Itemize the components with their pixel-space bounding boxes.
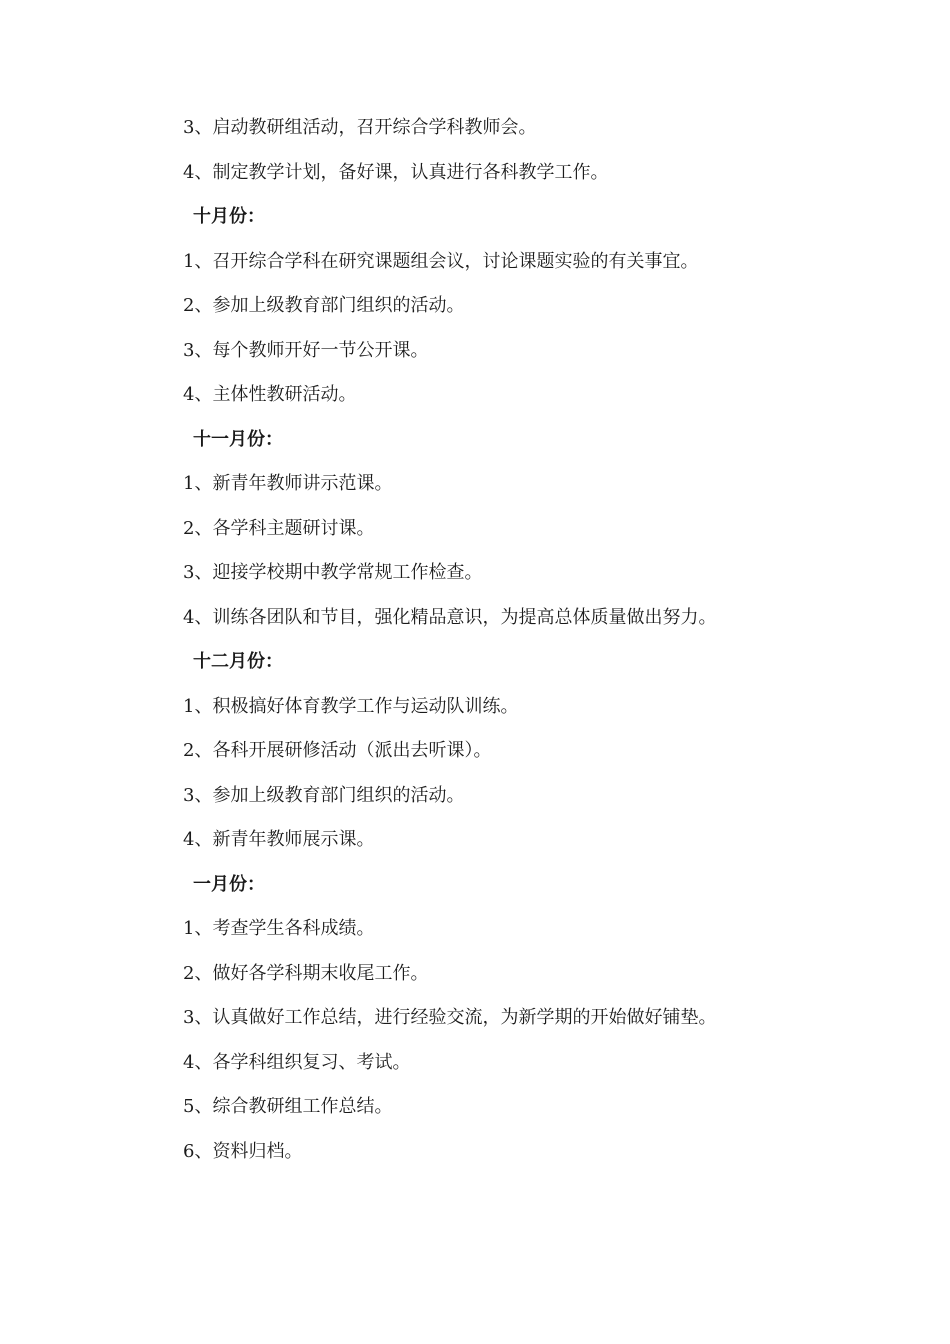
list-item: 3、每个教师开好一节公开课。 (183, 339, 429, 361)
list-item: 4、制定教学计划，备好课，认真进行各科教学工作。 (183, 161, 609, 183)
list-item: 2、参加上级教育部门组织的活动。 (183, 295, 465, 316)
list-item: 3、启动教研组活动，召开综合学科教师会。 (183, 117, 537, 138)
section-heading-january: 一月份： (193, 873, 265, 895)
list-item: 2、做好各学科期末收尾工作。 (183, 962, 429, 984)
list-item: 3、迎接学校期中教学常规工作检查。 (183, 562, 483, 583)
list-item: 4、各学科组织复习、考试。 (183, 1051, 411, 1073)
list-item: 5、综合教研组工作总结。 (183, 1096, 393, 1117)
section-heading-october: 十月份： (193, 206, 265, 227)
list-item: 1、新青年教师讲示范课。 (183, 473, 393, 494)
list-item: 4、训练各团队和节目，强化精品意识，为提高总体质量做出努力。 (183, 606, 717, 628)
list-item: 3、参加上级教育部门组织的活动。 (183, 784, 465, 806)
list-item: 2、各科开展研修活动（派出去听课）。 (183, 740, 492, 761)
list-item: 4、主体性教研活动。 (183, 384, 357, 405)
list-item: 1、考查学生各科成绩。 (183, 918, 375, 939)
list-item: 6、资料归档。 (183, 1140, 303, 1162)
list-item: 1、积极搞好体育教学工作与运动队训练。 (183, 695, 519, 717)
document-body (183, 112, 803, 1180)
list-item: 2、各学科主题研讨课。 (183, 517, 375, 539)
section-heading-december: 十二月份： (193, 651, 283, 672)
section-heading-november: 十一月份： (193, 428, 283, 450)
list-item: 3、认真做好工作总结，进行经验交流，为新学期的开始做好铺垫。 (183, 1007, 717, 1028)
list-item: 4、新青年教师展示课。 (183, 829, 375, 850)
list-item: 1、召开综合学科在研究课题组会议，讨论课题实验的有关事宜。 (183, 250, 699, 272)
